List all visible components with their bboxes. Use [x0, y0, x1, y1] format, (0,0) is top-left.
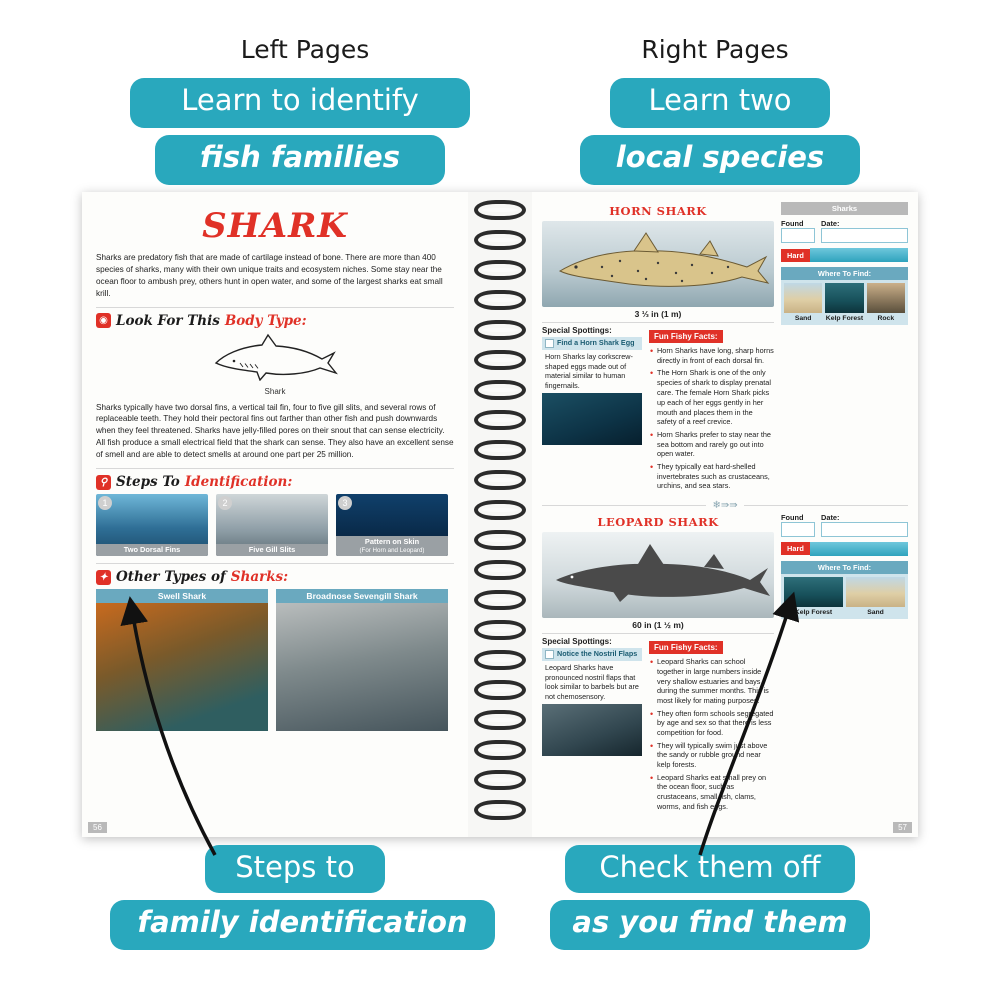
other-type-photo-broadnose-sevengill-shark: [276, 603, 448, 731]
step-caption-sub: (For Horn and Leopard): [359, 546, 425, 554]
eye-icon: ◉: [96, 313, 111, 328]
callout-check-them-off: [565, 845, 855, 893]
callout-as-you-find-them-text: as you find them: [572, 905, 848, 939]
special-spottings-label: Special Spottings:: [542, 636, 612, 646]
step-caption-text: Five Gill Slits: [248, 544, 296, 554]
spotting-photo-horn-shark-egg: [542, 393, 642, 445]
where-to-find-leopard-shark: [781, 561, 908, 619]
species-hero-photo-leopard-shark: [542, 532, 774, 618]
page-number-left: 56: [88, 822, 107, 833]
fun-facts-leopard-shark: [649, 637, 774, 815]
shark-silhouette: [96, 333, 454, 396]
body-type-paragraph: Sharks typically have two dorsal fins, a vertical tail fin, four to five gill slits, and several rows of replaceable teeth. They hold their pectoral fins out farther than other fish and push downwards when they feel threatened. Sharks have jelly-filled pores on their snout that can sense electricity. All fish produce a small electrical field that the shark can sense. They also have an excellent sense of smell and are able to detect smells at around one part per 25 million.: [96, 402, 454, 460]
book-spread: [82, 192, 918, 837]
callout-family-identification: [110, 900, 495, 950]
section-steps-label: Steps To: [116, 474, 180, 491]
found-checkbox[interactable]: [781, 522, 815, 537]
section-body-type-label: Look For This: [116, 312, 220, 329]
section-body-type-accent: Body Type:: [224, 312, 307, 329]
section-divider: [542, 500, 908, 511]
other-type-card-broadnose-sevengill-shark: [276, 589, 448, 731]
where-to-find-title: Where To Find:: [781, 561, 908, 574]
species-block-horn-shark: [542, 202, 908, 494]
section-other-types-heading: [96, 569, 454, 585]
fact-item: • The Horn Shark is one of the only species of shark to display prenatal care. The female Horn Shark picks up each of her eggs gently in her mouth and places them in the safety of a reef crevice.: [649, 368, 774, 427]
fact-item: • Horn Sharks have long, sharp horns directly in front of each dorsal fin.: [649, 346, 774, 366]
habitat-label: Kelp Forest: [825, 315, 864, 322]
fun-facts-title: Fun Fishy Facts:: [649, 641, 723, 654]
divider: [96, 468, 454, 469]
fun-facts-horn-shark: [649, 326, 774, 494]
species-name: LEOPARD SHARK: [597, 514, 719, 529]
callout-learn-two-text: Learn two: [648, 83, 792, 117]
spotting-text: Leopard Sharks have pronounced nostril flaps that look similar to barbels but are not chemosensory.: [545, 662, 639, 701]
habitat-photo-sand: [846, 577, 905, 607]
habitat-photo-sand: [784, 283, 822, 313]
section-other-types-label: Other Types of: [116, 569, 226, 586]
where-to-find-horn-shark: [781, 267, 908, 325]
difficulty-row: [781, 248, 908, 262]
left-page: [82, 192, 468, 837]
found-label: Found: [781, 512, 804, 522]
step-caption: [336, 536, 448, 556]
species-size: 3 ⅓ in (1 m): [634, 309, 682, 319]
species-hero-photo-horn-shark: [542, 221, 774, 307]
special-spottings-label: Special Spottings:: [542, 326, 612, 335]
page-title: SHARK: [202, 206, 348, 246]
fact-item: • They typically eat hard-shelled invertebrates such as crustaceans, urchins, and sea stars.: [649, 462, 774, 492]
callout-as-you-find-them: [550, 900, 870, 950]
section-steps-heading: [96, 474, 454, 490]
section-other-types-accent: Sharks:: [230, 569, 289, 586]
other-type-photo-swell-shark: [96, 603, 268, 731]
step-number: 2: [218, 496, 232, 510]
date-input[interactable]: [821, 522, 908, 537]
step-card-1: [96, 494, 208, 556]
spotting-header: [542, 337, 642, 350]
habitat-item: [846, 577, 905, 616]
habitat-item: [825, 283, 863, 322]
fact-item: • Leopard Sharks eat small prey on the ocean floor, such as crustaceans, small fish, clams, worms, and fish eggs.: [649, 773, 774, 812]
special-spottings-leopard-shark: [542, 637, 642, 815]
habitat-item: [867, 283, 905, 322]
habitat-photo-kelp-forest: [784, 577, 843, 607]
found-checkbox[interactable]: [781, 228, 815, 243]
habitat-label: Sand: [794, 315, 812, 322]
callout-learn-two: [610, 78, 830, 128]
fun-facts-title: Fun Fishy Facts:: [649, 330, 723, 343]
callout-local-species: [580, 135, 860, 185]
difficulty-badge: Hard: [781, 249, 810, 262]
spotting-header: [542, 648, 642, 661]
callout-family-identification-text: family identification: [137, 905, 468, 939]
page-number-right: 57: [893, 822, 912, 833]
species-name: HORN SHARK: [609, 204, 707, 218]
spotting-title: Find a Horn Shark Egg: [557, 338, 635, 347]
found-label: Found: [781, 219, 804, 228]
horn-shark-illustration: [542, 221, 774, 307]
species-sidebar-horn-shark: [781, 202, 908, 494]
habitat-item: [784, 577, 843, 616]
wave-graphic: [810, 248, 908, 262]
leopard-shark-illustration: [542, 532, 774, 618]
spotting-title: Notice the Nostril Flaps: [557, 648, 638, 658]
found-date-row: [781, 513, 908, 537]
spotting-checkbox[interactable]: [545, 339, 554, 348]
callout-fish-families-text: fish families: [200, 140, 400, 174]
left-pages-label: Left Pages: [240, 35, 370, 64]
other-type-label: Broadnose Sevengill Shark: [276, 589, 448, 603]
spotting-text: Horn Sharks lay corkscrew-shaped eggs made out of material similar to human fingernails.: [545, 352, 633, 391]
fact-item: • They often form schools segregated by age and sex so that there is less competition for food.: [649, 709, 774, 739]
section-body-type-heading: [96, 313, 454, 329]
species-size: 60 in (1 ½ m): [632, 619, 684, 630]
callout-steps-to: [205, 845, 385, 893]
section-steps-accent: Identification:: [184, 474, 293, 491]
step-caption: [96, 544, 208, 557]
step-caption: [216, 544, 328, 557]
step-number: 1: [98, 496, 112, 510]
fish-divider-icon: ❄⇛⇛: [712, 499, 738, 511]
habitat-photo-rock: [867, 283, 905, 313]
other-type-card-swell-shark: [96, 589, 268, 731]
step-card-3: [336, 494, 448, 556]
divider: [96, 307, 454, 308]
wave-graphic: [810, 542, 908, 556]
magnifier-icon: ⚲: [96, 475, 111, 490]
species-block-leopard-shark: [542, 513, 908, 815]
found-date-row: [781, 219, 908, 243]
difficulty-badge: Hard: [781, 542, 810, 555]
spotting-checkbox[interactable]: [545, 650, 554, 659]
habitat-item: [784, 283, 822, 322]
difficulty-row: [781, 542, 908, 556]
step-number: 3: [338, 496, 352, 510]
silhouette-caption: Shark: [264, 386, 286, 396]
habitat-label: Rock: [877, 315, 895, 322]
species-sidebar-leopard-shark: [781, 513, 908, 815]
fact-item: • They will typically swim just above the sandy or rubble ground near kelp forests.: [649, 741, 774, 771]
intro-paragraph: Sharks are predatory fish that are made of cartilage instead of bone. There are more than 400 species of sharks, many with their own unique traits and ecosystem niches. Some stay near the ocean floor to ambush prey, others hunt in open water, and some of the largest sharks eat small krill.: [96, 253, 443, 298]
where-to-find-title: Where To Find:: [781, 267, 908, 280]
step-caption-text: Two Dorsal Fins: [123, 544, 181, 554]
date-input[interactable]: [821, 228, 908, 243]
callout-local-species-text: local species: [615, 140, 825, 174]
other-type-label: Swell Shark: [96, 589, 268, 603]
shark-silhouette-icon: [210, 333, 340, 381]
steps-row: [96, 494, 454, 556]
callout-steps-to-text: Steps to: [235, 850, 355, 884]
habitat-label: Sand: [867, 608, 884, 616]
step-caption-text: Pattern on Skin: [364, 537, 420, 547]
habitat-label: Kelp Forest: [794, 608, 833, 616]
fact-item: • Leopard Sharks can school together in large numbers inside very shallow estuaries and bays during the summer months. This is most likely for mating purposes.: [649, 657, 774, 706]
date-label: Date:: [821, 512, 840, 522]
step-card-2: [216, 494, 328, 556]
callout-learn-identify-text: Learn to identify: [181, 83, 419, 117]
fact-item: • Horn Sharks prefer to stay near the sea bottom and rarely go out into open water.: [649, 430, 774, 460]
right-pages-label: Right Pages: [641, 35, 789, 64]
spiral-binding: [468, 192, 532, 837]
divider: [96, 563, 454, 564]
callout-check-them-off-text: Check them off: [599, 850, 821, 884]
fish-icon: ✦: [96, 570, 111, 585]
special-spottings-horn-shark: [542, 326, 642, 494]
other-types-row: [96, 589, 454, 731]
callout-fish-families: [155, 135, 445, 185]
habitat-photo-kelp-forest: [825, 283, 863, 313]
family-tab: Sharks: [781, 202, 908, 215]
spotting-photo-nostril-flaps: [542, 704, 642, 756]
date-label: Date:: [821, 219, 840, 228]
callout-learn-identify: [130, 78, 470, 128]
right-page: [532, 192, 918, 837]
